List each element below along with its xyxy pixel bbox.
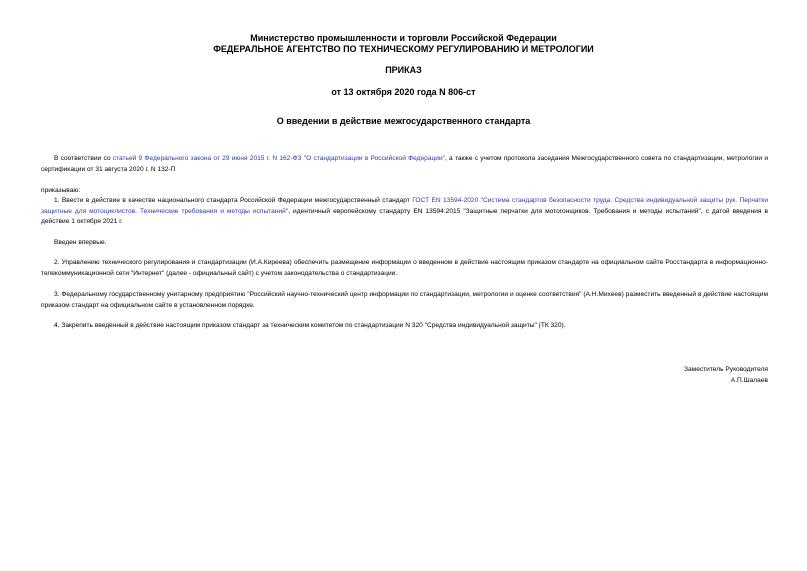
ministry-heading: Министерство промышленности и торговли Российской Федерации [250,33,557,43]
agency-heading: ФЕДЕРАЛЬНОЕ АГЕНТСТВО ПО ТЕХНИЧЕСКОМУ РЕГУЛИРОВАНИЮ И МЕТРОЛОГИИ [213,44,594,54]
item-1-text-after: , идентичный европейскому стандарту EN 13594:2015 "Защитные перчатки для мотогонщиков. Требования и методы испытаний", с датой введения в действие 1 октября 2021 г. [41,207,768,225]
signature-name: А.П.Шалаев [730,377,768,384]
item-2-paragraph: 2. Управлению технического регулирования и стандартизации (И.А.Киреева) обеспечить размещение информации о введенном в действие настоящим приказом стандарте на официальном сайте Росстандарта в информационно-телекоммуникационной сети "Интернет" (далее - официальный сайт) с учетом законодательства о стандартизации. [41,259,768,277]
preamble-text-before: В соответствии со [54,155,113,162]
item-1-paragraph [41,196,768,228]
preamble-text-after: , а также с учетом протокола заседания Межгосударственного совета по стандартизации, метрологии и сертификации от 31 августа 2020 г. N 132-П [41,155,768,173]
item-4-paragraph: 4. Закрепить введенный в действие настоящим приказом стандарт за техническим комитетом по стандартизации N 320 "Средства индивидуальной защиты" (ТК 320). [54,322,566,329]
doc-type-heading: ПРИКАЗ [385,65,422,75]
preamble-paragraph [41,154,768,175]
item-1-note: Введен впервые. [54,239,107,246]
gost-link[interactable]: ГОСТ EN 13594-2020 "Система стандартов безопасности труда. Средства индивидуальной защиты рук. Перчатки защитные для мотоциклистов. Технические требования и методы испытаний" [41,197,769,215]
signature-position: Заместитель Руководителя [684,366,768,373]
item-1-text-before: 1. Ввести в действие в качестве национального стандарта Российской Федерации межгосударственный стандарт [54,197,413,204]
order-word: приказываю: [41,187,81,194]
law-link[interactable]: статьей 9 Федерального закона от 29 июня 2015 г. N 162-ФЗ "О стандартизации в Российской Федерации" [112,155,445,162]
doc-date-heading: от 13 октября 2020 года N 806-ст [331,87,476,97]
doc-title: О введении в действие межгосударственного стандарта [276,116,531,126]
item-3-paragraph: 3. Федеральному государственному унитарному предприятию "Российский научно-технический центр информации по стандартизации, метрологии и оценке соответствия" (А.Н.Михеев) разместить введенный в действие настоящим приказом стандарт на официальном сайте в установленном порядке. [41,291,768,309]
